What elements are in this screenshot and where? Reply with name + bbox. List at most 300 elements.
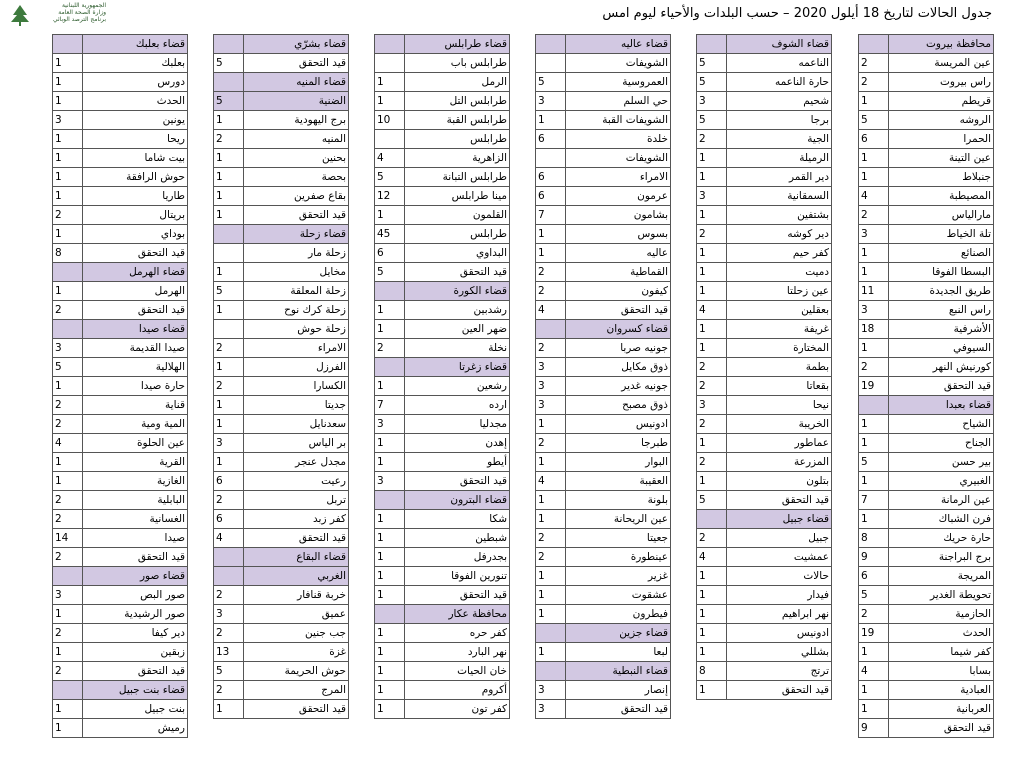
table-row: [375, 396, 510, 415]
locality-name: قضاء عاليه: [566, 35, 671, 54]
district-header-row: [214, 548, 349, 567]
locality-name: طبرجا: [566, 434, 671, 453]
locality-name: كفر حره: [405, 624, 510, 643]
locality-name: خان الحيات: [405, 662, 510, 681]
table-row: [53, 111, 188, 130]
table-row: [697, 472, 832, 491]
table-row: [53, 662, 188, 681]
table-row: [214, 662, 349, 681]
locality-name: جعيتا: [566, 529, 671, 548]
table-row: [53, 149, 188, 168]
case-count: 1: [375, 586, 405, 605]
locality-name: كفر زبد: [244, 510, 349, 529]
table-row: [536, 700, 671, 719]
case-count: 4: [536, 301, 566, 320]
locality-name: بلونة: [566, 491, 671, 510]
case-count: 1: [214, 111, 244, 130]
case-count: 2: [536, 339, 566, 358]
table-row: [859, 301, 994, 320]
locality-name: عين الرمانة: [889, 491, 994, 510]
case-count: 1: [859, 92, 889, 111]
case-count: 2: [536, 548, 566, 567]
case-count: 1: [536, 586, 566, 605]
case-count: 6: [214, 510, 244, 529]
locality-name: المنيه: [244, 130, 349, 149]
table-row: [859, 282, 994, 301]
locality-name: أكروم: [405, 681, 510, 700]
case-count: 1: [697, 567, 727, 586]
locality-name: رعيت: [244, 472, 349, 491]
table-row: [697, 643, 832, 662]
case-count: [859, 396, 889, 415]
locality-name: الحدث: [889, 624, 994, 643]
case-count: 5: [859, 586, 889, 605]
table-row: [375, 662, 510, 681]
table-row: [53, 396, 188, 415]
locality-name: ريحا: [83, 130, 188, 149]
locality-name: طرابلس القبة: [405, 111, 510, 130]
locality-name: بشامون: [566, 206, 671, 225]
table-row: [375, 434, 510, 453]
case-count: [375, 282, 405, 301]
case-count: 1: [697, 681, 727, 700]
case-count: 1: [697, 149, 727, 168]
locality-name: حوش الرافقة: [83, 168, 188, 187]
table-row: [697, 73, 832, 92]
case-count: 3: [214, 434, 244, 453]
table-row: [375, 339, 510, 358]
case-count: 1: [214, 700, 244, 719]
table-row: [214, 605, 349, 624]
table-row: [859, 149, 994, 168]
case-count: 1: [375, 206, 405, 225]
case-count: [214, 244, 244, 263]
locality-name: خلدة: [566, 130, 671, 149]
locality-name: ترتج: [727, 662, 832, 681]
case-count: [536, 662, 566, 681]
case-count: 4: [859, 662, 889, 681]
table-row: [536, 339, 671, 358]
locality-name: بجدرفل: [405, 548, 510, 567]
case-count: 1: [214, 206, 244, 225]
locality-name: العقيبة: [566, 472, 671, 491]
table-row: [53, 92, 188, 111]
table-row: [53, 434, 188, 453]
case-count: 5: [697, 73, 727, 92]
locality-name: الروشه: [889, 111, 994, 130]
locality-name: قيد التحقق: [244, 529, 349, 548]
table-row: [536, 548, 671, 567]
locality-name: تحويطة الغدير: [889, 586, 994, 605]
table-row: [214, 301, 349, 320]
table-row: [697, 282, 832, 301]
locality-name: قيد التحقق: [405, 472, 510, 491]
case-count: 4: [53, 434, 83, 453]
locality-name: راس بيروت: [889, 73, 994, 92]
locality-name: كفر شيما: [889, 643, 994, 662]
case-count: 9: [859, 548, 889, 567]
locality-name: بحصة: [244, 168, 349, 187]
case-count: 1: [53, 643, 83, 662]
cases-table: [52, 34, 188, 738]
ministry-line: الجمهورية اللبنانية: [61, 2, 106, 9]
case-count: 5: [375, 168, 405, 187]
locality-name: الامراء: [566, 168, 671, 187]
case-count: 2: [536, 529, 566, 548]
table-row: [375, 301, 510, 320]
district-header-row: [214, 225, 349, 244]
locality-name: السيوفي: [889, 339, 994, 358]
locality-name: رميش: [83, 719, 188, 738]
table-row: [214, 491, 349, 510]
locality-name: طاريا: [83, 187, 188, 206]
case-count: 6: [859, 130, 889, 149]
locality-name: المختارة: [727, 339, 832, 358]
case-count: [536, 320, 566, 339]
case-count: [214, 548, 244, 567]
case-count: 1: [53, 187, 83, 206]
table-row: [859, 434, 994, 453]
table-row: [214, 643, 349, 662]
case-count: 2: [697, 130, 727, 149]
case-count: 1: [536, 244, 566, 263]
case-count: 3: [214, 605, 244, 624]
case-count: 3: [859, 301, 889, 320]
locality-name: قيد التحقق: [244, 700, 349, 719]
case-count: [375, 491, 405, 510]
case-count: 1: [53, 149, 83, 168]
table-row: [375, 624, 510, 643]
case-count: 1: [536, 415, 566, 434]
locality-name: طرابلس باب: [405, 54, 510, 73]
locality-name: غزة: [244, 643, 349, 662]
table-row: [53, 643, 188, 662]
locality-name: العربانية: [889, 700, 994, 719]
locality-name: عين التينة: [889, 149, 994, 168]
ministry-line: برنامج الترصد الوبائي: [52, 16, 106, 23]
table-row: [214, 415, 349, 434]
case-count: 5: [536, 73, 566, 92]
case-count: 2: [697, 358, 727, 377]
table-row: [53, 187, 188, 206]
table-row: [214, 130, 349, 149]
table-row: [697, 586, 832, 605]
case-count: 19: [859, 377, 889, 396]
locality-name: بطمة: [727, 358, 832, 377]
case-count: [375, 54, 405, 73]
case-count: 14: [53, 529, 83, 548]
locality-name: أيطو: [405, 453, 510, 472]
locality-name: الكسارا: [244, 377, 349, 396]
locality-name: قيد التحقق: [244, 206, 349, 225]
case-count: 3: [536, 681, 566, 700]
table-row: [697, 662, 832, 681]
locality-name: قضاء الشوف: [727, 35, 832, 54]
locality-name: بشتفين: [727, 206, 832, 225]
locality-name: قضاء طرابلس: [405, 35, 510, 54]
table-row: [536, 263, 671, 282]
table-column: [696, 34, 829, 700]
table-row: [214, 377, 349, 396]
locality-name: قضاء كسروان: [566, 320, 671, 339]
case-count: 2: [214, 339, 244, 358]
case-count: 2: [536, 263, 566, 282]
case-count: 1: [697, 282, 727, 301]
locality-name: المصيطبة: [889, 187, 994, 206]
locality-name: صور الرشيدية: [83, 605, 188, 624]
case-count: 2: [536, 434, 566, 453]
table-row: [214, 510, 349, 529]
case-count: 1: [697, 643, 727, 662]
table-row: [536, 225, 671, 244]
table-row: [375, 263, 510, 282]
case-count: 1: [697, 339, 727, 358]
district-header-row: [214, 35, 349, 54]
locality-name: الجناح: [889, 434, 994, 453]
table-row: [536, 187, 671, 206]
table-row: [697, 624, 832, 643]
table-row: [375, 130, 510, 149]
locality-name: كفر تون: [405, 700, 510, 719]
table-row: [214, 111, 349, 130]
case-count: 1: [375, 624, 405, 643]
locality-name: عشقوت: [566, 586, 671, 605]
table-row: [697, 92, 832, 111]
table-column: [374, 34, 507, 719]
locality-name: بر الياس: [244, 434, 349, 453]
case-count: 4: [859, 187, 889, 206]
locality-name: الشياح: [889, 415, 994, 434]
locality-name: جنبلاط: [889, 168, 994, 187]
table-row: [53, 225, 188, 244]
locality-name: شكا: [405, 510, 510, 529]
table-row: [536, 377, 671, 396]
locality-name: شبطين: [405, 529, 510, 548]
case-count: 1: [53, 168, 83, 187]
case-count: 1: [375, 662, 405, 681]
table-row: [536, 301, 671, 320]
case-count: 1: [53, 225, 83, 244]
locality-name: قيد التحقق: [405, 586, 510, 605]
locality-name: بعلبك: [83, 54, 188, 73]
locality-name: الهرمل: [83, 282, 188, 301]
cases-table: [213, 34, 349, 719]
locality-name: المريجة: [889, 567, 994, 586]
locality-name: زحلة كرك نوح: [244, 301, 349, 320]
locality-name: الغسانية: [83, 510, 188, 529]
case-count: 2: [53, 415, 83, 434]
case-count: 2: [53, 396, 83, 415]
case-count: 1: [536, 491, 566, 510]
locality-name: ضهر العين: [405, 320, 510, 339]
table-row: [53, 415, 188, 434]
case-count: 1: [214, 453, 244, 472]
case-count: 1: [53, 92, 83, 111]
table-row: [859, 206, 994, 225]
table-row: [53, 700, 188, 719]
case-count: [53, 681, 83, 700]
case-count: 6: [536, 130, 566, 149]
case-count: 3: [697, 187, 727, 206]
locality-name: طرابلس: [405, 130, 510, 149]
locality-name: الشويفات: [566, 149, 671, 168]
case-count: 3: [53, 586, 83, 605]
case-count: 2: [859, 358, 889, 377]
case-count: 1: [697, 263, 727, 282]
locality-name: تربل: [244, 491, 349, 510]
table-column: [535, 34, 668, 719]
locality-name: غزير: [566, 567, 671, 586]
case-count: 1: [859, 244, 889, 263]
case-count: 5: [214, 662, 244, 681]
locality-name: قضاء بعبدا: [889, 396, 994, 415]
district-header-row: [53, 681, 188, 700]
locality-name: سعدنايل: [244, 415, 349, 434]
case-count: [536, 149, 566, 168]
table-row: [375, 700, 510, 719]
table-row: [536, 567, 671, 586]
table-row: [375, 567, 510, 586]
case-count: 5: [375, 263, 405, 282]
locality-name: الحازمية: [889, 605, 994, 624]
locality-name: بسابا: [889, 662, 994, 681]
table-row: [214, 244, 349, 263]
table-row: [214, 168, 349, 187]
case-count: 1: [859, 643, 889, 662]
table-row: [375, 111, 510, 130]
case-count: 1: [214, 358, 244, 377]
table-row: [53, 548, 188, 567]
locality-name: البداوي: [405, 244, 510, 263]
table-column: [858, 34, 991, 738]
header: [0, 0, 1024, 34]
locality-name: جونيه صربا: [566, 339, 671, 358]
table-row: [536, 54, 671, 73]
table-row: [53, 377, 188, 396]
locality-name: الهلالية: [83, 358, 188, 377]
case-count: 1: [697, 206, 727, 225]
case-count: 1: [53, 377, 83, 396]
table-row: [536, 643, 671, 662]
table-row: [536, 168, 671, 187]
locality-name: قضاء صور: [83, 567, 188, 586]
locality-name: قضاء زحلة: [244, 225, 349, 244]
table-row: [697, 111, 832, 130]
locality-name: بيت شاما: [83, 149, 188, 168]
table-row: [214, 472, 349, 491]
locality-name: بير حسن: [889, 453, 994, 472]
case-count: 3: [859, 225, 889, 244]
cases-table: [858, 34, 994, 738]
locality-name: قضاء النبطية: [566, 662, 671, 681]
case-count: 2: [697, 415, 727, 434]
table-row: [697, 681, 832, 700]
table-row: [214, 187, 349, 206]
case-count: 3: [375, 472, 405, 491]
case-count: 2: [53, 491, 83, 510]
table-row: [859, 491, 994, 510]
table-row: [697, 187, 832, 206]
locality-name: الرمل: [405, 73, 510, 92]
case-count: 3: [536, 92, 566, 111]
table-row: [859, 54, 994, 73]
case-count: 1: [375, 681, 405, 700]
table-row: [859, 168, 994, 187]
table-row: [53, 624, 188, 643]
case-count: 2: [536, 282, 566, 301]
locality-name: بتلون: [727, 472, 832, 491]
locality-name: برجا: [727, 111, 832, 130]
table-row: [214, 434, 349, 453]
case-count: 3: [53, 339, 83, 358]
table-row: [53, 472, 188, 491]
locality-name: قيد التحقق: [83, 548, 188, 567]
table-row: [214, 320, 349, 339]
table-row: [859, 130, 994, 149]
table-row: [859, 643, 994, 662]
table-row: [697, 396, 832, 415]
locality-name: قضاء الهرمل: [83, 263, 188, 282]
district-header-row: [214, 567, 349, 586]
table-row: [375, 244, 510, 263]
table-row: [697, 491, 832, 510]
case-count: 1: [697, 586, 727, 605]
case-count: [697, 35, 727, 54]
case-count: 1: [859, 415, 889, 434]
case-count: 2: [859, 206, 889, 225]
district-header-row: [536, 35, 671, 54]
case-count: 1: [214, 263, 244, 282]
locality-name: الشويفات القبة: [566, 111, 671, 130]
case-count: [53, 320, 83, 339]
district-header-row: [536, 320, 671, 339]
table-row: [214, 339, 349, 358]
case-count: [697, 510, 727, 529]
case-count: 5: [53, 358, 83, 377]
locality-name: البوار: [566, 453, 671, 472]
table-row: [859, 453, 994, 472]
case-count: 2: [53, 548, 83, 567]
locality-name: طرابلس التبانة: [405, 168, 510, 187]
locality-name: قيد التحقق: [83, 662, 188, 681]
locality-name: طرابلس التل: [405, 92, 510, 111]
case-count: 3: [697, 396, 727, 415]
cases-table: [535, 34, 671, 719]
locality-name: السمقانية: [727, 187, 832, 206]
table-row: [859, 662, 994, 681]
case-count: 6: [536, 168, 566, 187]
locality-name: قضاء البترون: [405, 491, 510, 510]
case-count: 1: [375, 548, 405, 567]
locality-name: الحمرا: [889, 130, 994, 149]
locality-name: حارة الناعمه: [727, 73, 832, 92]
table-row: [375, 54, 510, 73]
district-header-row: [375, 358, 510, 377]
cases-table: [696, 34, 832, 700]
case-count: 1: [859, 263, 889, 282]
case-count: 1: [697, 244, 727, 263]
case-count: 2: [859, 605, 889, 624]
locality-name: الجية: [727, 130, 832, 149]
locality-name: ذوق مكايل: [566, 358, 671, 377]
locality-name: قيد التحقق: [83, 301, 188, 320]
locality-name: ادونيس: [566, 415, 671, 434]
case-count: 1: [536, 643, 566, 662]
table-row: [859, 92, 994, 111]
locality-name: زحلة حوش: [244, 320, 349, 339]
table-row: [536, 130, 671, 149]
table-row: [697, 415, 832, 434]
